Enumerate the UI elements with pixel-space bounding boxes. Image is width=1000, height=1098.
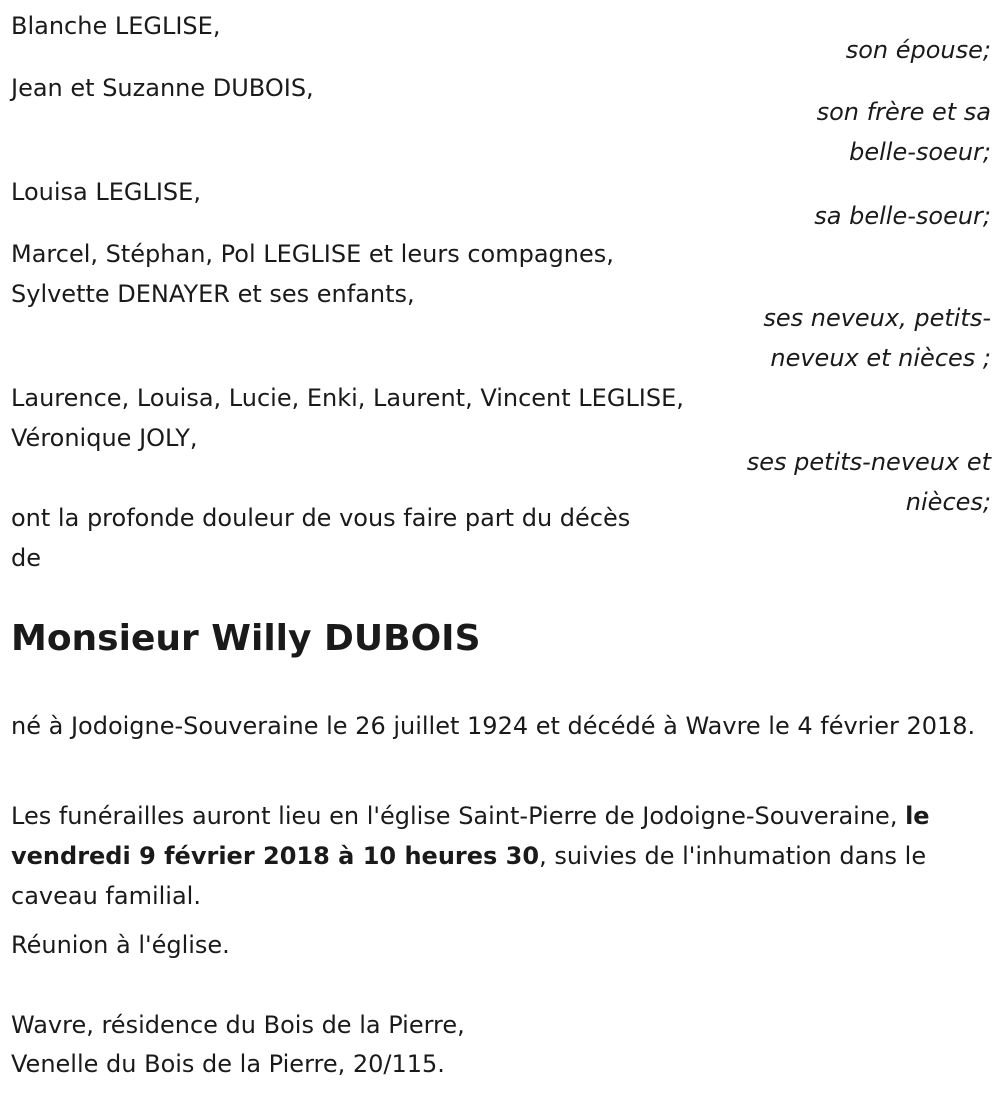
family-relation-4a: ses neveux, petits- [763, 304, 991, 332]
family-relation-3: sa belle-soeur; [814, 202, 991, 230]
family-names-5b: Véronique JOLY, [11, 424, 198, 452]
family-relation-4b: neveux et nièces ; [770, 344, 991, 372]
funeral-rest: , suivies de l'inhumation dans le caveau familial. [11, 842, 927, 910]
address-line-2: Venelle du Bois de la Pierre, 20/115. [11, 1050, 445, 1078]
funeral-datetime: le vendredi 9 février 2018 à 10 heures 30 [11, 802, 930, 870]
deceased-name: Monsieur Willy DUBOIS [11, 618, 481, 659]
family-relation-1: son épouse; [845, 36, 991, 64]
family-relation-5b: nièces; [905, 488, 991, 516]
family-names-4b: Sylvette DENAYER et ses enfants, [11, 280, 415, 308]
family-relation-2a: son frère et sa [816, 98, 991, 126]
family-names-4a: Marcel, Stéphan, Pol LEGLISE et leurs compagnes, [11, 240, 614, 268]
family-names-1: Blanche LEGLISE, [11, 12, 221, 40]
obituary-notice [11, 0, 991, 1098]
family-names-3: Louisa LEGLISE, [11, 178, 201, 206]
funeral-intro: Les funérailles auront lieu en l'église Saint-Pierre de Jodoigne-Souveraine, [11, 802, 906, 830]
gathering-text: Réunion à l'église. [11, 931, 230, 959]
announcement-line-1: ont la profonde douleur de vous faire part du décès [11, 504, 631, 532]
announcement-line-2: de [11, 544, 41, 572]
family-names-2: Jean et Suzanne DUBOIS, [11, 74, 314, 102]
family-relation-5a: ses petits-neveux et [746, 448, 991, 476]
funeral-details [11, 796, 991, 916]
birth-death-text: né à Jodoigne-Souveraine le 26 juillet 1924 et décédé à Wavre le 4 février 2018. [11, 712, 976, 740]
address-line-1: Wavre, résidence du Bois de la Pierre, [11, 1011, 465, 1039]
family-names-5a: Laurence, Louisa, Lucie, Enki, Laurent, Vincent LEGLISE, [11, 384, 684, 412]
family-relation-2b: belle-soeur; [849, 138, 991, 166]
